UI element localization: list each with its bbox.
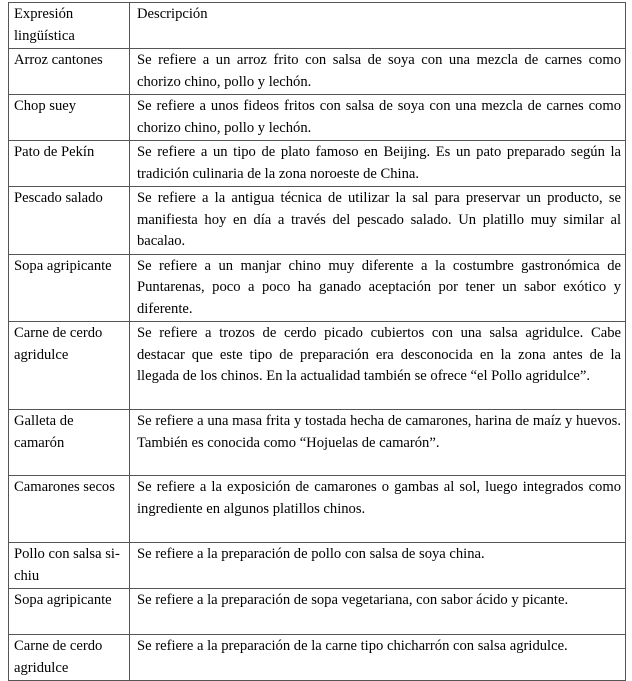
term-cell: Arroz cantones [9, 49, 130, 95]
table-row [9, 254, 626, 322]
description-cell: Se refiere a una masa frita y tostada hecha de camarones, harina de maíz y huevos. También es conocida como “Hojuelas de camarón”. [130, 410, 626, 476]
description-cell: Se refiere a un tipo de plato famoso en Beijing. Es un pato preparado según la tradición culinaria de la zona noroeste de China. [130, 141, 626, 187]
table-row [9, 410, 626, 476]
term-cell: Camarones secos [9, 476, 130, 543]
table-row [9, 543, 626, 589]
linguistic-expressions-table [8, 2, 626, 681]
description-cell: Se refiere a unos fideos fritos con salsa de soya con una mezcla de carnes como chorizo chino, pollo y lechón. [130, 95, 626, 141]
table-row [9, 95, 626, 141]
term-cell: Galleta de camarón [9, 410, 130, 476]
table-row [9, 141, 626, 187]
description-cell: Se refiere a la exposición de camarones o gambas al sol, luego integrados como ingrediente en algunos platillos chinos. [130, 476, 626, 543]
header-expression: Expresión lingüística [9, 3, 130, 49]
description-cell: Se refiere a la preparación de la carne tipo chicharrón con salsa agridulce. [130, 635, 626, 681]
term-cell: Pescado salado [9, 187, 130, 255]
term-cell: Carne de cerdo agridulce [9, 322, 130, 410]
table-row [9, 187, 626, 255]
table-row [9, 49, 626, 95]
term-cell: Chop suey [9, 95, 130, 141]
description-cell: Se refiere a la preparación de pollo con salsa de soya china. [130, 543, 626, 589]
table-row [9, 589, 626, 635]
table-row [9, 322, 626, 410]
term-cell: Carne de cerdo agridulce [9, 635, 130, 681]
table-row [9, 635, 626, 681]
description-cell: Se refiere a la preparación de sopa vegetariana, con sabor ácido y picante. [130, 589, 626, 635]
table-row [9, 476, 626, 543]
description-cell: Se refiere a trozos de cerdo picado cubiertos con una salsa agridulce. Cabe destacar que este tipo de preparación era desconocida en la zona antes de la llegada de los chinos. En la actualidad también se ofrece “el Pollo agridulce”. [130, 322, 626, 410]
term-cell: Pollo con salsa si-chiu [9, 543, 130, 589]
description-cell: Se refiere a un manjar chino muy diferente a la costumbre gastronómica de Puntarenas, poco a poco ha ganado aceptación por tener un sabor exótico y diferente. [130, 254, 626, 322]
header-description: Descripción [130, 3, 626, 49]
term-cell: Sopa agripicante [9, 254, 130, 322]
table-header-row [9, 3, 626, 49]
term-cell: Pato de Pekín [9, 141, 130, 187]
description-cell: Se refiere a un arroz frito con salsa de soya con una mezcla de carnes como chorizo chino, pollo y lechón. [130, 49, 626, 95]
term-cell: Sopa agripicante [9, 589, 130, 635]
description-cell: Se refiere a la antigua técnica de utilizar la sal para preservar un producto, se manifiesta hoy en día a través del pescado salado. Un platillo muy similar al bacalao. [130, 187, 626, 255]
